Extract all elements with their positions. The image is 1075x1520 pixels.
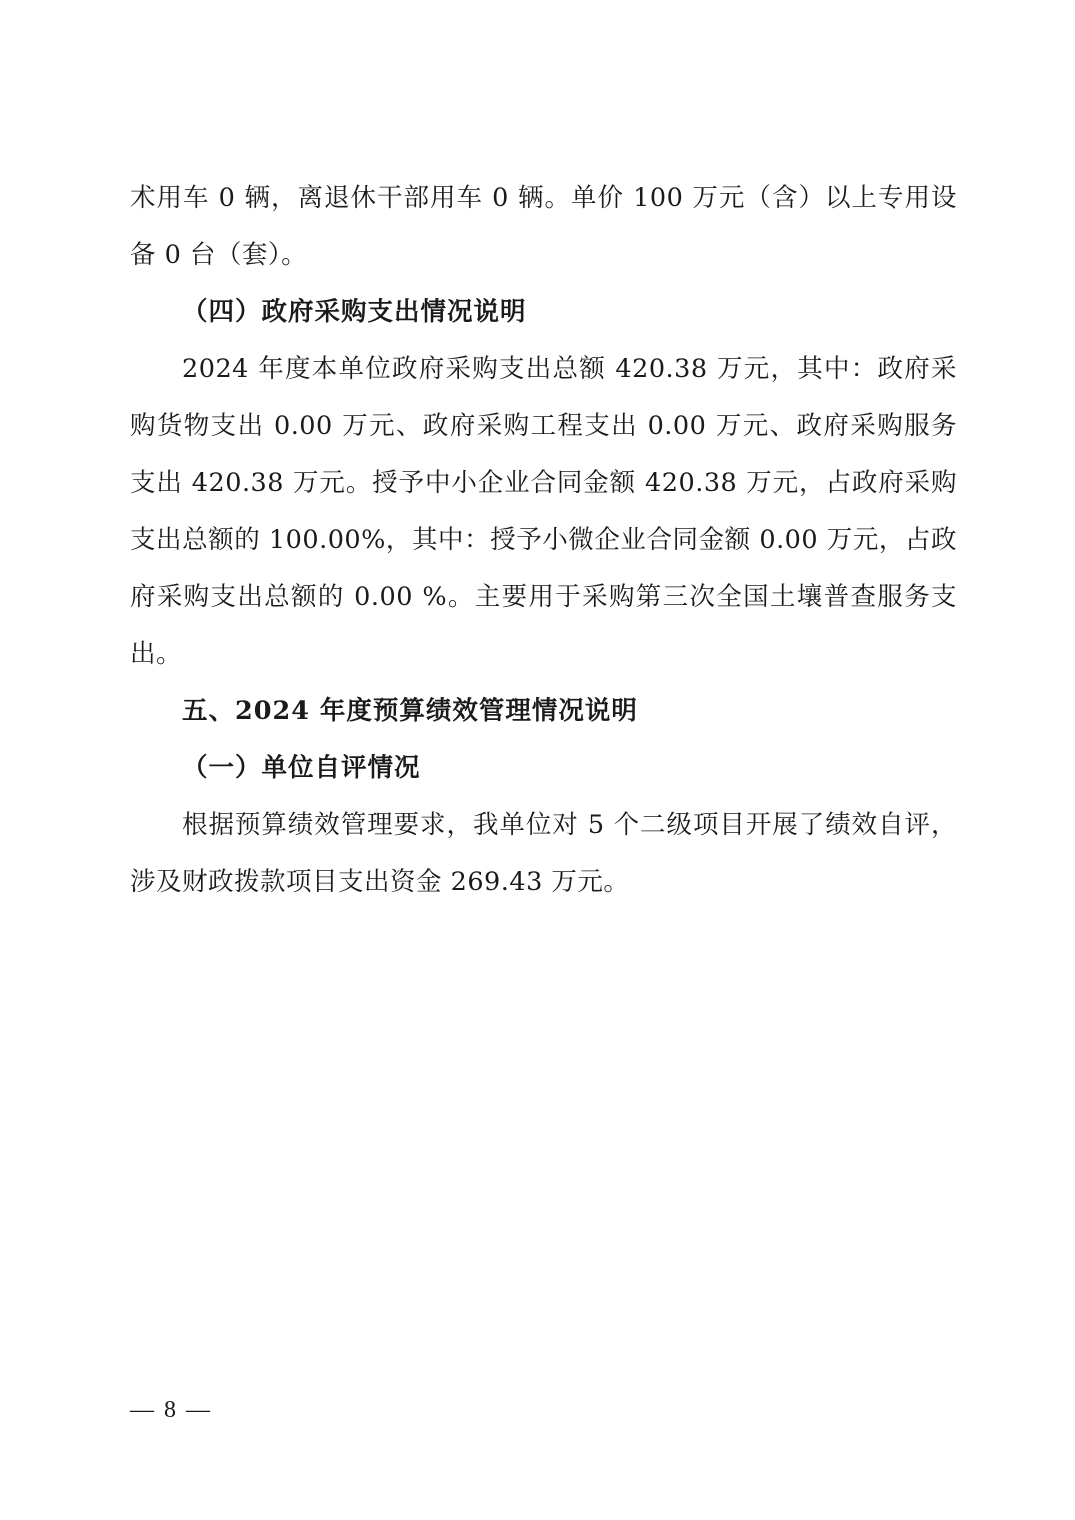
heading-section-five: 五、2024 年度预算绩效管理情况说明 <box>182 696 638 726</box>
heading-self-evaluation: （一）单位自评情况 <box>182 753 421 783</box>
paragraph-procurement-detail: 2024 年度本单位政府采购支出总额 420.38 万元，其中：政府采购货物支出 0.00 万元、政府采购工程支出 0.00 万元、政府采购服务支出 420.38 万元。授予中小企业合同金额 420.38 万元，占政府采购支出总额的 100.00%，其中：授予小微企业合同金额 0.00 万元，占政府采购支出总额的 0.00 %。主要用于采购第三次全国土壤普查服务支出。 <box>130 354 957 669</box>
heading-government-procurement: （四）政府采购支出情况说明 <box>182 297 527 327</box>
paragraph-self-evaluation-detail: 根据预算绩效管理要求，我单位对 5 个二级项目开展了绩效自评，涉及财政拨款项目支出资金 269.43 万元。 <box>130 810 957 897</box>
paragraph-vehicle-continuation: 术用车 0 辆，离退休干部用车 0 辆。单价 100 万元（含）以上专用设备 0 台（套）。 <box>130 183 957 270</box>
document-body <box>130 170 957 911</box>
page-number: — 8 — <box>130 1397 212 1423</box>
